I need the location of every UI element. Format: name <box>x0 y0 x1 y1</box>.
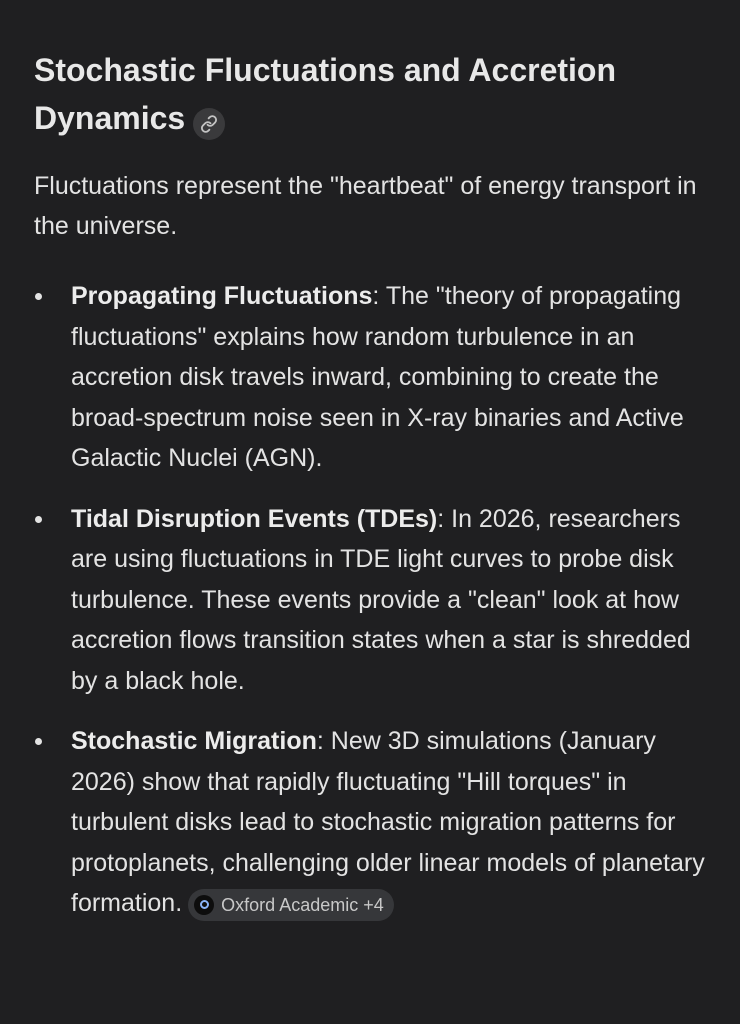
bullet-marker <box>35 738 42 745</box>
source-chip-label: Oxford Academic +4 <box>221 894 384 915</box>
bullet-marker <box>35 293 42 300</box>
bullet-list <box>34 276 706 924</box>
source-citation-chip[interactable] <box>188 889 394 921</box>
section-link-button[interactable] <box>193 108 225 140</box>
list-item-text: : The "theory of propagating fluctuations" explains how random turbulence in an accretion disk travels inward, combining to create the broad-spectrum noise seen in X-ray binaries and Active Galactic Nuclei (AGN). <box>71 282 684 472</box>
section-title: Stochastic Fluctuations and Accretion Dynamics <box>34 52 617 136</box>
oxford-academic-icon <box>194 895 214 915</box>
section-heading <box>34 46 706 142</box>
list-item-text: : In 2026, researchers are using fluctuations in TDE light curves to probe disk turbulence. These events provide a "clean" look at how accretion flows transition states when a star is shredded by a black hole. <box>71 504 691 695</box>
link-icon <box>200 115 218 133</box>
intro-paragraph: Fluctuations represent the "heartbeat" of energy transport in the universe. <box>34 172 697 240</box>
bullet-marker <box>35 516 42 523</box>
list-item-term: Tidal Disruption Events (TDEs) <box>71 504 438 533</box>
list-item-term: Stochastic Migration <box>71 727 317 755</box>
list-item-term: Propagating Fluctuations <box>71 282 373 310</box>
list-item-text: : New 3D simulations (January 2026) show that rapidly fluctuating "Hill torques" in turbulent disks lead to stochastic migration patterns for protoplanets, challenging older linear models of planetary formation. <box>71 727 705 917</box>
list-item <box>34 499 706 702</box>
list-item <box>34 276 706 479</box>
list-item <box>34 721 706 924</box>
